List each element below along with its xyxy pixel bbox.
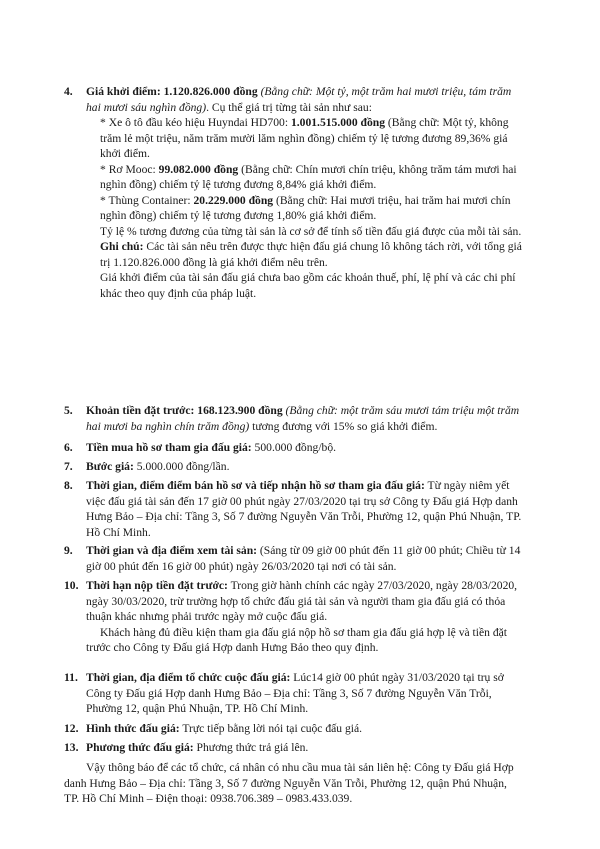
amount-in-words: (Bằng chữ: Một tỷ, một trăm hai mươi triệu, tám trăm hai mươi sáu nghìn đồng) [86, 85, 512, 114]
asset-amount: 1.001.515.000 đồng [290, 116, 386, 129]
amount-in-words: (Bằng chữ: một trăm sáu mươi tám triệu một trăm hai mươi ba nghìn chín trăm đồng) [86, 404, 520, 433]
asset-amount: 99.082.000 đồng [158, 162, 239, 176]
section-text [86, 84, 522, 115]
note-paragraph: Ghi chú: Các tài sản nêu trên được thực hiện đấu giá chung lô không tách rời, với tổng giá trị 1.120.826.000 đồng là giá khởi điểm nêu trên. [100, 240, 522, 269]
section-number: 7. [64, 460, 73, 473]
section-text: Thời gian, điểm điểm bán hồ sơ và tiếp nhận hồ sơ tham gia đấu giá: Từ ngày niêm yết việc đấu giá tài sản đến 17 giờ 00 phút ngày 27/03/2020 tại trụ sở Công ty Đấu giá Hợp danh Hưng Bảo – Địa chỉ: Tầng 3, Số 7 đường Nguyễn Văn Trỗi, Phường 12, quận Phú Nhuận, TP. Hồ Chí Minh. [86, 479, 522, 539]
closing-contact [64, 760, 524, 807]
section-label: Giá khởi điểm: 1.120.826.000 đồng [86, 85, 258, 98]
section-number: 4. [64, 85, 73, 98]
section-text: Thời gian, địa điểm tổ chức cuộc đấu giá: Lúc14 giờ 00 phút ngày 31/03/2020 tại trụ sở Công ty Đấu giá Hợp danh Hưng Bảo – Địa chỉ: Tầng 3, Số 7 đường Nguyễn Văn Trỗi, Phường 12, quận Phú Nhuận, TP. Hồ Chí Minh. [86, 671, 504, 715]
section-text: Thời gian và địa điểm xem tài sản: (Sáng từ 09 giờ 00 phút đến 11 giờ 00 phút; Chiều từ 14 giờ 00 phút đến 16 giờ 00 phút) ngày 26/03/2020 tại nơi có tài sản. [86, 544, 521, 573]
section-label: Thời gian, địa điểm tổ chức cuộc đấu giá: [86, 671, 291, 684]
section-deposit [64, 403, 522, 434]
section-text: Khoản tiền đặt trước: 168.123.900 đồng (Bằng chữ: một trăm sáu mươi tám triệu một trăm hai mươi ba nghìn chín trăm đồng) tương đương với 15% so giá khởi điểm. [86, 404, 520, 433]
section-number: 11. [64, 671, 78, 684]
section-number: 6. [64, 441, 73, 454]
section-auction-venue [64, 670, 522, 717]
section-label: Thời gian và địa điểm xem tài sản: [86, 544, 258, 557]
section-number: 13. [64, 741, 79, 754]
ratio-note: Tỷ lệ % tương đương của từng tài sản là cơ sở để tính số tiền đấu giá được của mỗi tài sản. [100, 224, 522, 238]
section-number: 9. [64, 544, 73, 557]
section-text: Hình thức đấu giá: Trực tiếp bằng lời nói tại cuộc đấu giá. [86, 722, 363, 735]
asset-amount: 20.229.000 đồng [193, 193, 274, 207]
section-text: Tiền mua hồ sơ tham gia đấu giá: 500.000 đồng/bộ. [86, 441, 337, 454]
section-asset-viewing [64, 543, 522, 574]
note-label: Ghi chú: [100, 240, 144, 253]
section-label: Phương thức đấu giá: [86, 741, 194, 754]
section-label: Khoản tiền đặt trước: 168.123.900 đồng [86, 404, 283, 417]
section-deposit-deadline [64, 578, 522, 656]
section-text: Phương thức đấu giá: Phương thức trả giá lên. [86, 741, 309, 754]
section-dossier-fee [64, 440, 522, 456]
section-dossier-sale [64, 478, 522, 540]
section-label: Thời gian, điểm điểm bán hồ sơ và tiếp nhận hồ sơ tham gia đấu giá: [86, 479, 425, 492]
section-number: 5. [64, 404, 73, 417]
section-text: Bước giá: 5.000.000 đồng/lần. [86, 460, 230, 473]
section-label: Bước giá: [86, 460, 134, 473]
section-auction-method [64, 740, 522, 756]
section-number: 12. [64, 722, 79, 735]
section-text: Thời hạn nộp tiền đặt trước: Trong giờ hành chính các ngày 27/03/2020, ngày 28/03/2020, ngày 30/03/2020, trừ trường hợp tổ chức đấu giá tài sản và người tham gia đấu giá có thỏa thuận khác nhưng phải trước ngày mở cuộc đấu giá. [86, 579, 518, 623]
section-auction-form [64, 721, 522, 737]
section-label: Thời hạn nộp tiền đặt trước: [86, 579, 228, 592]
asset-item-container: * Thùng Container: 20.229.000 đồng (Bằng chữ: Hai mươi triệu, hai trăm hai mươi chín nghìn đồng) chiếm tỷ lệ tương đương 1,80% giá khởi điểm. [100, 193, 511, 222]
section-price-step [64, 459, 522, 475]
section-label: Hình thức đấu giá: [86, 722, 180, 735]
section-label: Tiền mua hồ sơ tham gia đấu giá: [86, 441, 252, 454]
asset-item-tractor: * Xe ô tô đầu kéo hiệu Huyndai HD700: 1.001.515.000 đồng (Bằng chữ: Một tỷ, không trăm lẻ một triệu, năm trăm mười lăm nghìn đồng) chiếm tỷ lệ tương đương 89,36% giá khởi điểm. [100, 116, 509, 160]
eligibility-note: Khách hàng đủ điều kiện tham gia đấu giá nộp hồ sơ tham gia đấu giá hợp lệ và tiền đặt trước cho Công ty Đấu giá Hợp danh Hưng Bảo theo quy định. [86, 625, 507, 654]
asset-item-trailer: * Rơ Mooc: 99.082.000 đồng (Bằng chữ: Chín mươi chín triệu, không trăm tám mươi hai nghìn đồng) chiếm tỷ lệ tương đương 8,84% giá khởi điểm. [100, 162, 517, 191]
section-number: 8. [64, 479, 73, 492]
section-starting-price [64, 84, 522, 301]
tax-note: Giá khởi điểm của tài sản đấu giá chưa bao gồm các khoản thuế, phí, lệ phí và các chi phí khác theo quy định của pháp luật. [100, 271, 516, 300]
section-body: . Cụ thể giá trị từng tài sản như sau: [206, 100, 372, 114]
section-number: 10. [64, 579, 79, 592]
closing-paragraph: Vậy thông báo để các tổ chức, cá nhân có nhu cầu mua tài sản liên hệ: Công ty Đấu giá Hợp danh Hưng Bảo – Địa chỉ: Tầng 3, Số 7 đường Nguyễn Văn Trỗi, Phường 12, quận Phú Nhuận, TP. Hồ Chí Minh – Điện thoại: 0938.706.389 – 0983.433.039. [64, 761, 514, 805]
